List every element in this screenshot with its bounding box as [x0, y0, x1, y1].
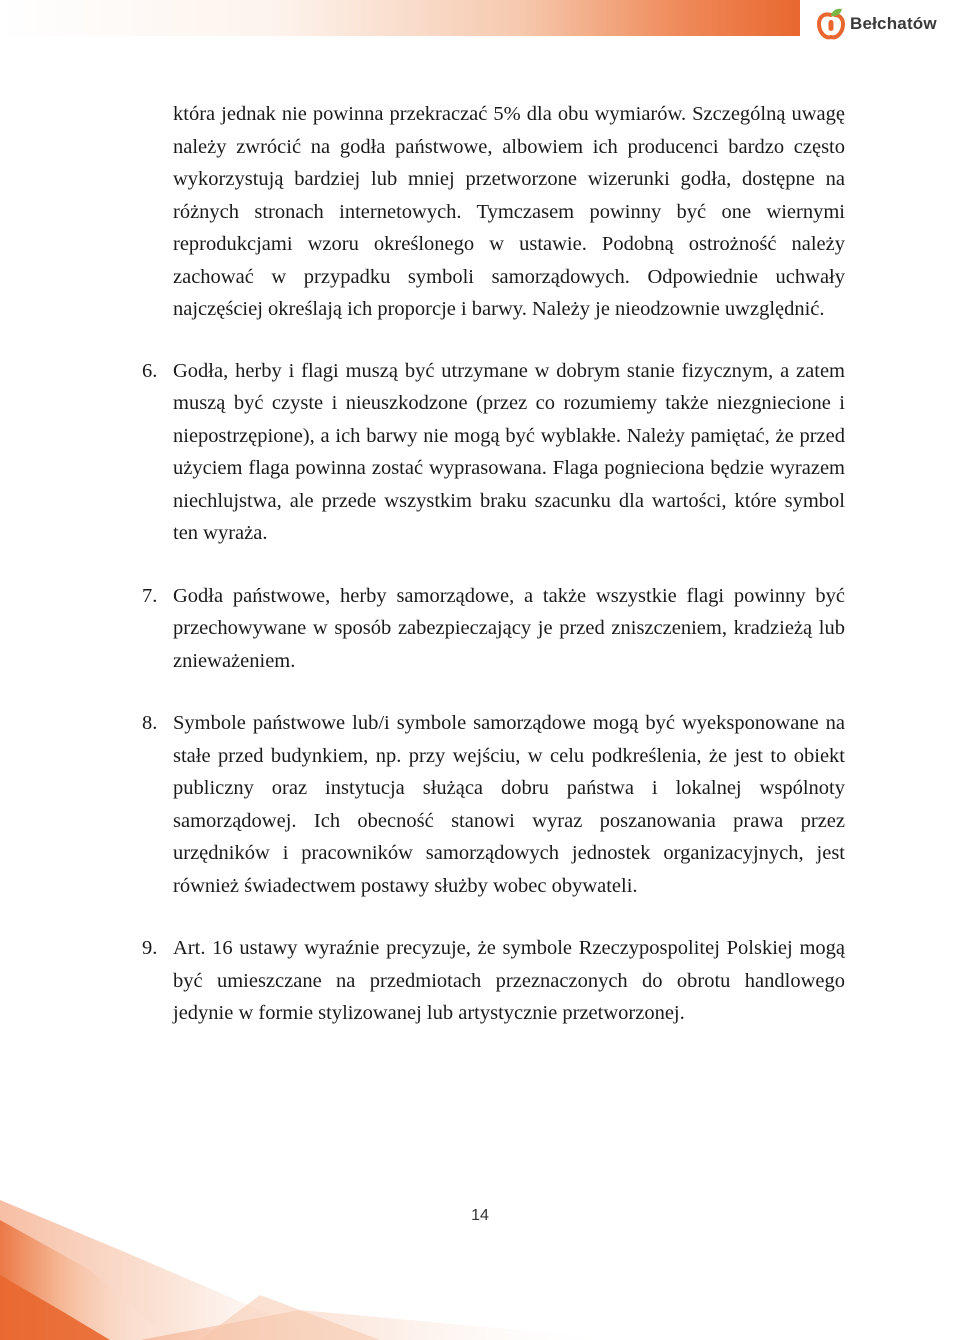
apple-leaf-icon	[816, 7, 846, 41]
list-item-text: Symbole państwowe lub/i symbole samorządowe mogą być wyeksponowane na stałe przed budynkiem, np. przy wejściu, w celu podkreślenia, że jest to obiekt publiczny oraz instytucja służąca dobru państwa i lokalnej wspólnoty samorządowej. Ich obecność stanowi wyraz poszanowania prawa przez urzędników i pracowników samorządowych jednostek organizacyjnych, jest również świadectwem postawy służby wobec obywateli.	[173, 712, 845, 897]
list-item	[142, 707, 845, 902]
intro-paragraph: która jednak nie powinna przekraczać 5% dla obu wymiarów. Szczególną uwagę należy zwrócić na godła państwowe, albowiem ich producenci bardzo często wykorzystują bardziej lub mniej przetworzone wizerunki godła, dostępne na różnych stronach internetowych. Tymczasem powinny być one wiernymi reprodukcjami wzoru określonego w ustawie. Podobną ostrożność należy zachować w przypadku symboli samorządowych. Odpowiednie uchwały najczęściej określają ich proporcje i barwy. Należy je nieodzownie uwzględnić.	[173, 103, 845, 320]
list-item-text: Art. 16 ustawy wyraźnie precyzuje, że symbole Rzeczypospolitej Polskiej mogą być umieszczane na przedmiotach przeznaczonych do obrotu handlowego jedynie w formie stylizowanej lub artystycznie przetworzonej.	[173, 937, 845, 1024]
list-item-number: 9.	[142, 937, 158, 959]
logo-text: Bełchatów	[850, 14, 937, 33]
header-gradient-bar	[0, 0, 800, 36]
page-number: 14	[471, 1207, 489, 1224]
list-item-number: 8.	[142, 712, 158, 734]
document-body	[0, 98, 960, 1030]
list-item-number: 7.	[142, 584, 158, 607]
list-item-text: Godła państwowe, herby samorządowe, a także wszystkie flagi powinny być przechowywane w sposób zabezpieczający je przed zniszczeniem, kradzieżą lub znieważeniem.	[173, 584, 845, 672]
list-item-text: Godła, herby i flagi muszą być utrzymane w dobrym stanie fizycznym, a zatem muszą być czyste i nieuszkodzone (przez co rozumiemy także niezgniecione i niepostrzępione), a ich barwy nie mogą być wyblakłe. Należy pamiętać, że przed użyciem flaga powinna zostać wyprasowana. Flaga pognieciona będzie wyrazem niechlujstwa, ale przede wszystkim braku szacunku dla wartości, które symbol ten wyraża.	[173, 359, 845, 544]
belchatow-logo	[816, 4, 937, 44]
footer-decoration	[0, 1200, 960, 1340]
list-item	[142, 932, 845, 1030]
list-item	[142, 580, 845, 678]
list-item	[142, 355, 845, 550]
list-item-number: 6.	[142, 359, 158, 382]
